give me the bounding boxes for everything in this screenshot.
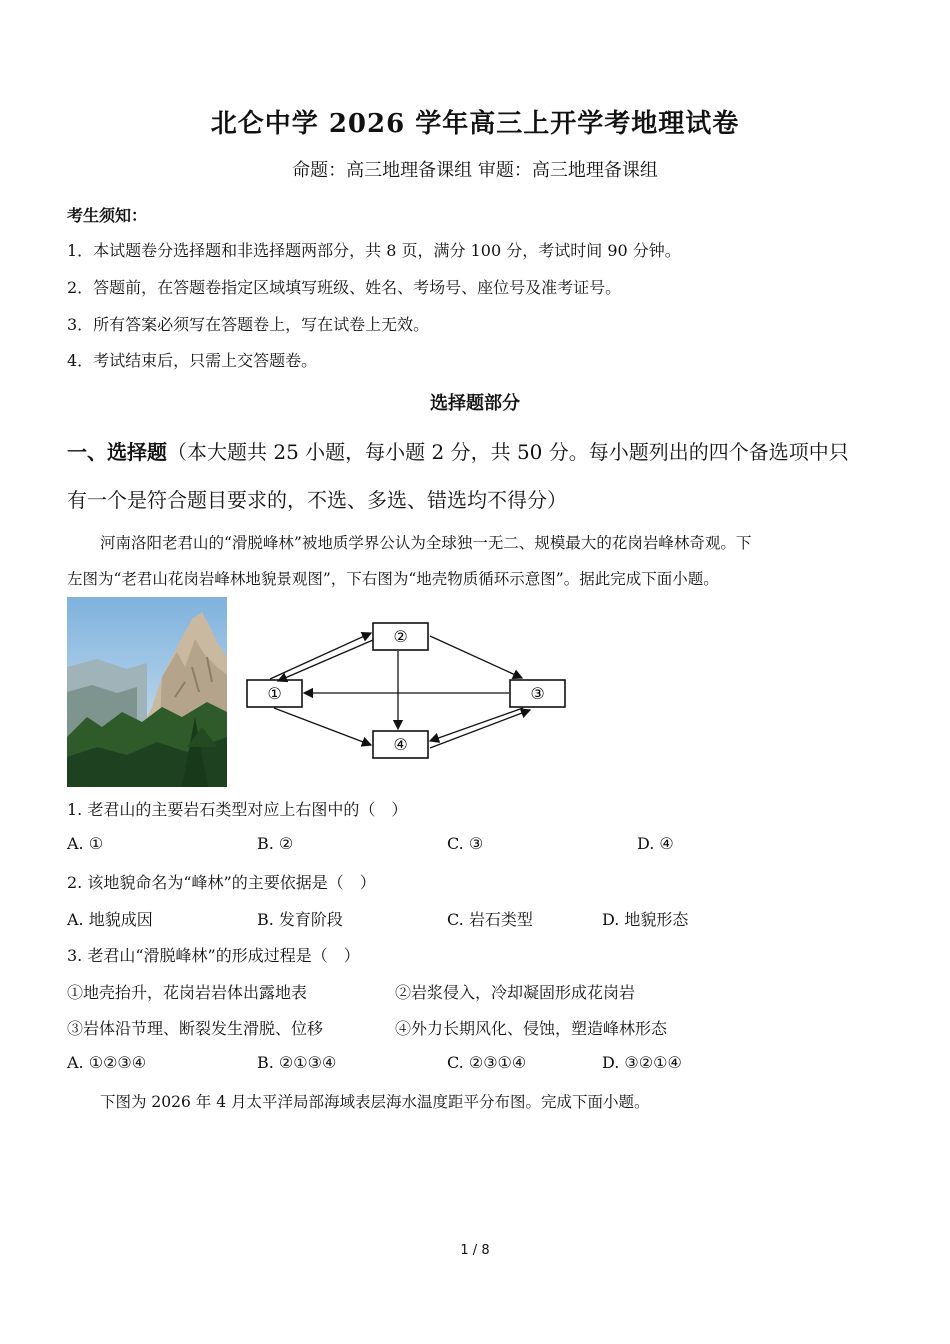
q1-option-b[interactable]: B. ② <box>257 834 294 853</box>
q3-option-a[interactable]: A. ①②③④ <box>67 1053 147 1072</box>
q3-option-b[interactable]: B. ②①③④ <box>257 1053 337 1072</box>
part-heading <box>67 436 849 465</box>
notice-item: 2．答题前，在答题卷指定区域填写班级、姓名、考场号、座位号及准考证号。 <box>67 278 622 297</box>
section-title: 选择题部分 <box>430 393 520 414</box>
passage-2: 下图为 2026 年 4 月太平洋局部海域表层海水温度距平分布图。完成下面小题。 <box>100 1093 650 1111</box>
part-description: （本大题共 25 小题，每小题 2 分，共 50 分。每小题列出的四个备选项中只 <box>167 440 849 464</box>
q2-option-a[interactable]: A. 地貌成因 <box>67 910 153 929</box>
diagram-label-3: ③ <box>530 684 545 703</box>
question-3-stem: 3. 老君山“滑脱峰林”的形成过程是（ ） <box>67 946 360 965</box>
part-label: 一、选择题 <box>67 440 167 464</box>
q3-step: ③岩体沿节理、断裂发生滑脱、位移 <box>67 1019 324 1038</box>
q2-option-d[interactable]: D. 地貌形态 <box>602 910 689 929</box>
exam-subtitle: 命题：高三地理备课组 审题：高三地理备课组 <box>292 160 658 181</box>
question-2-stem: 2. 该地貌命名为“峰林”的主要依据是（ ） <box>67 873 376 892</box>
page-number: 1 / 8 <box>460 1243 490 1258</box>
diagram-label-4: ④ <box>393 735 408 754</box>
q2-option-b[interactable]: B. 发育阶段 <box>257 910 343 929</box>
passage-line: 河南洛阳老君山的“滑脱峰林”被地质学界公认为全球独一无二、规模最大的花岗岩峰林奇观。下 <box>100 534 752 552</box>
q3-step: ④外力长期风化、侵蚀，塑造峰林形态 <box>395 1019 668 1038</box>
notice-item: 1．本试题卷分选择题和非选择题两部分，共 8 页，满分 100 分，考试时间 90 分钟。 <box>67 241 681 260</box>
exam-title: 北仑中学 2026 学年高三上开学考地理试卷 <box>210 109 740 139</box>
q3-option-c[interactable]: C. ②③①④ <box>447 1053 527 1072</box>
part-description-continued: 有一个是符合题目要求的，不选、多选、错选均不得分） <box>67 488 567 512</box>
notice-item: 4．考试结束后，只需上交答题卷。 <box>67 351 318 370</box>
q3-step: ②岩浆侵入，冷却凝固形成花岗岩 <box>395 983 636 1002</box>
diagram-label-2: ② <box>393 627 408 646</box>
notice-item: 3．所有答案必须写在答题卷上，写在试卷上无效。 <box>67 315 430 334</box>
landscape-photo <box>67 597 227 787</box>
q1-option-a[interactable]: A. ① <box>67 834 104 853</box>
q3-option-d[interactable]: D. ③②①④ <box>602 1053 682 1072</box>
passage-line: 左图为“老君山花岗岩峰林地貌景观图”，下右图为“地壳物质循环示意图”。据此完成下面小题。 <box>67 570 719 588</box>
q2-option-c[interactable]: C. 岩石类型 <box>447 910 533 929</box>
q1-option-c[interactable]: C. ③ <box>447 834 484 853</box>
question-1-stem: 1. 老君山的主要岩石类型对应上右图中的（ ） <box>67 800 408 819</box>
notice-heading: 考生须知： <box>67 206 148 225</box>
crust-cycle-diagram <box>240 615 575 765</box>
q1-option-d[interactable]: D. ④ <box>637 834 674 853</box>
diagram-label-1: ① <box>267 684 282 703</box>
q3-step: ①地壳抬升，花岗岩岩体出露地表 <box>67 983 308 1002</box>
